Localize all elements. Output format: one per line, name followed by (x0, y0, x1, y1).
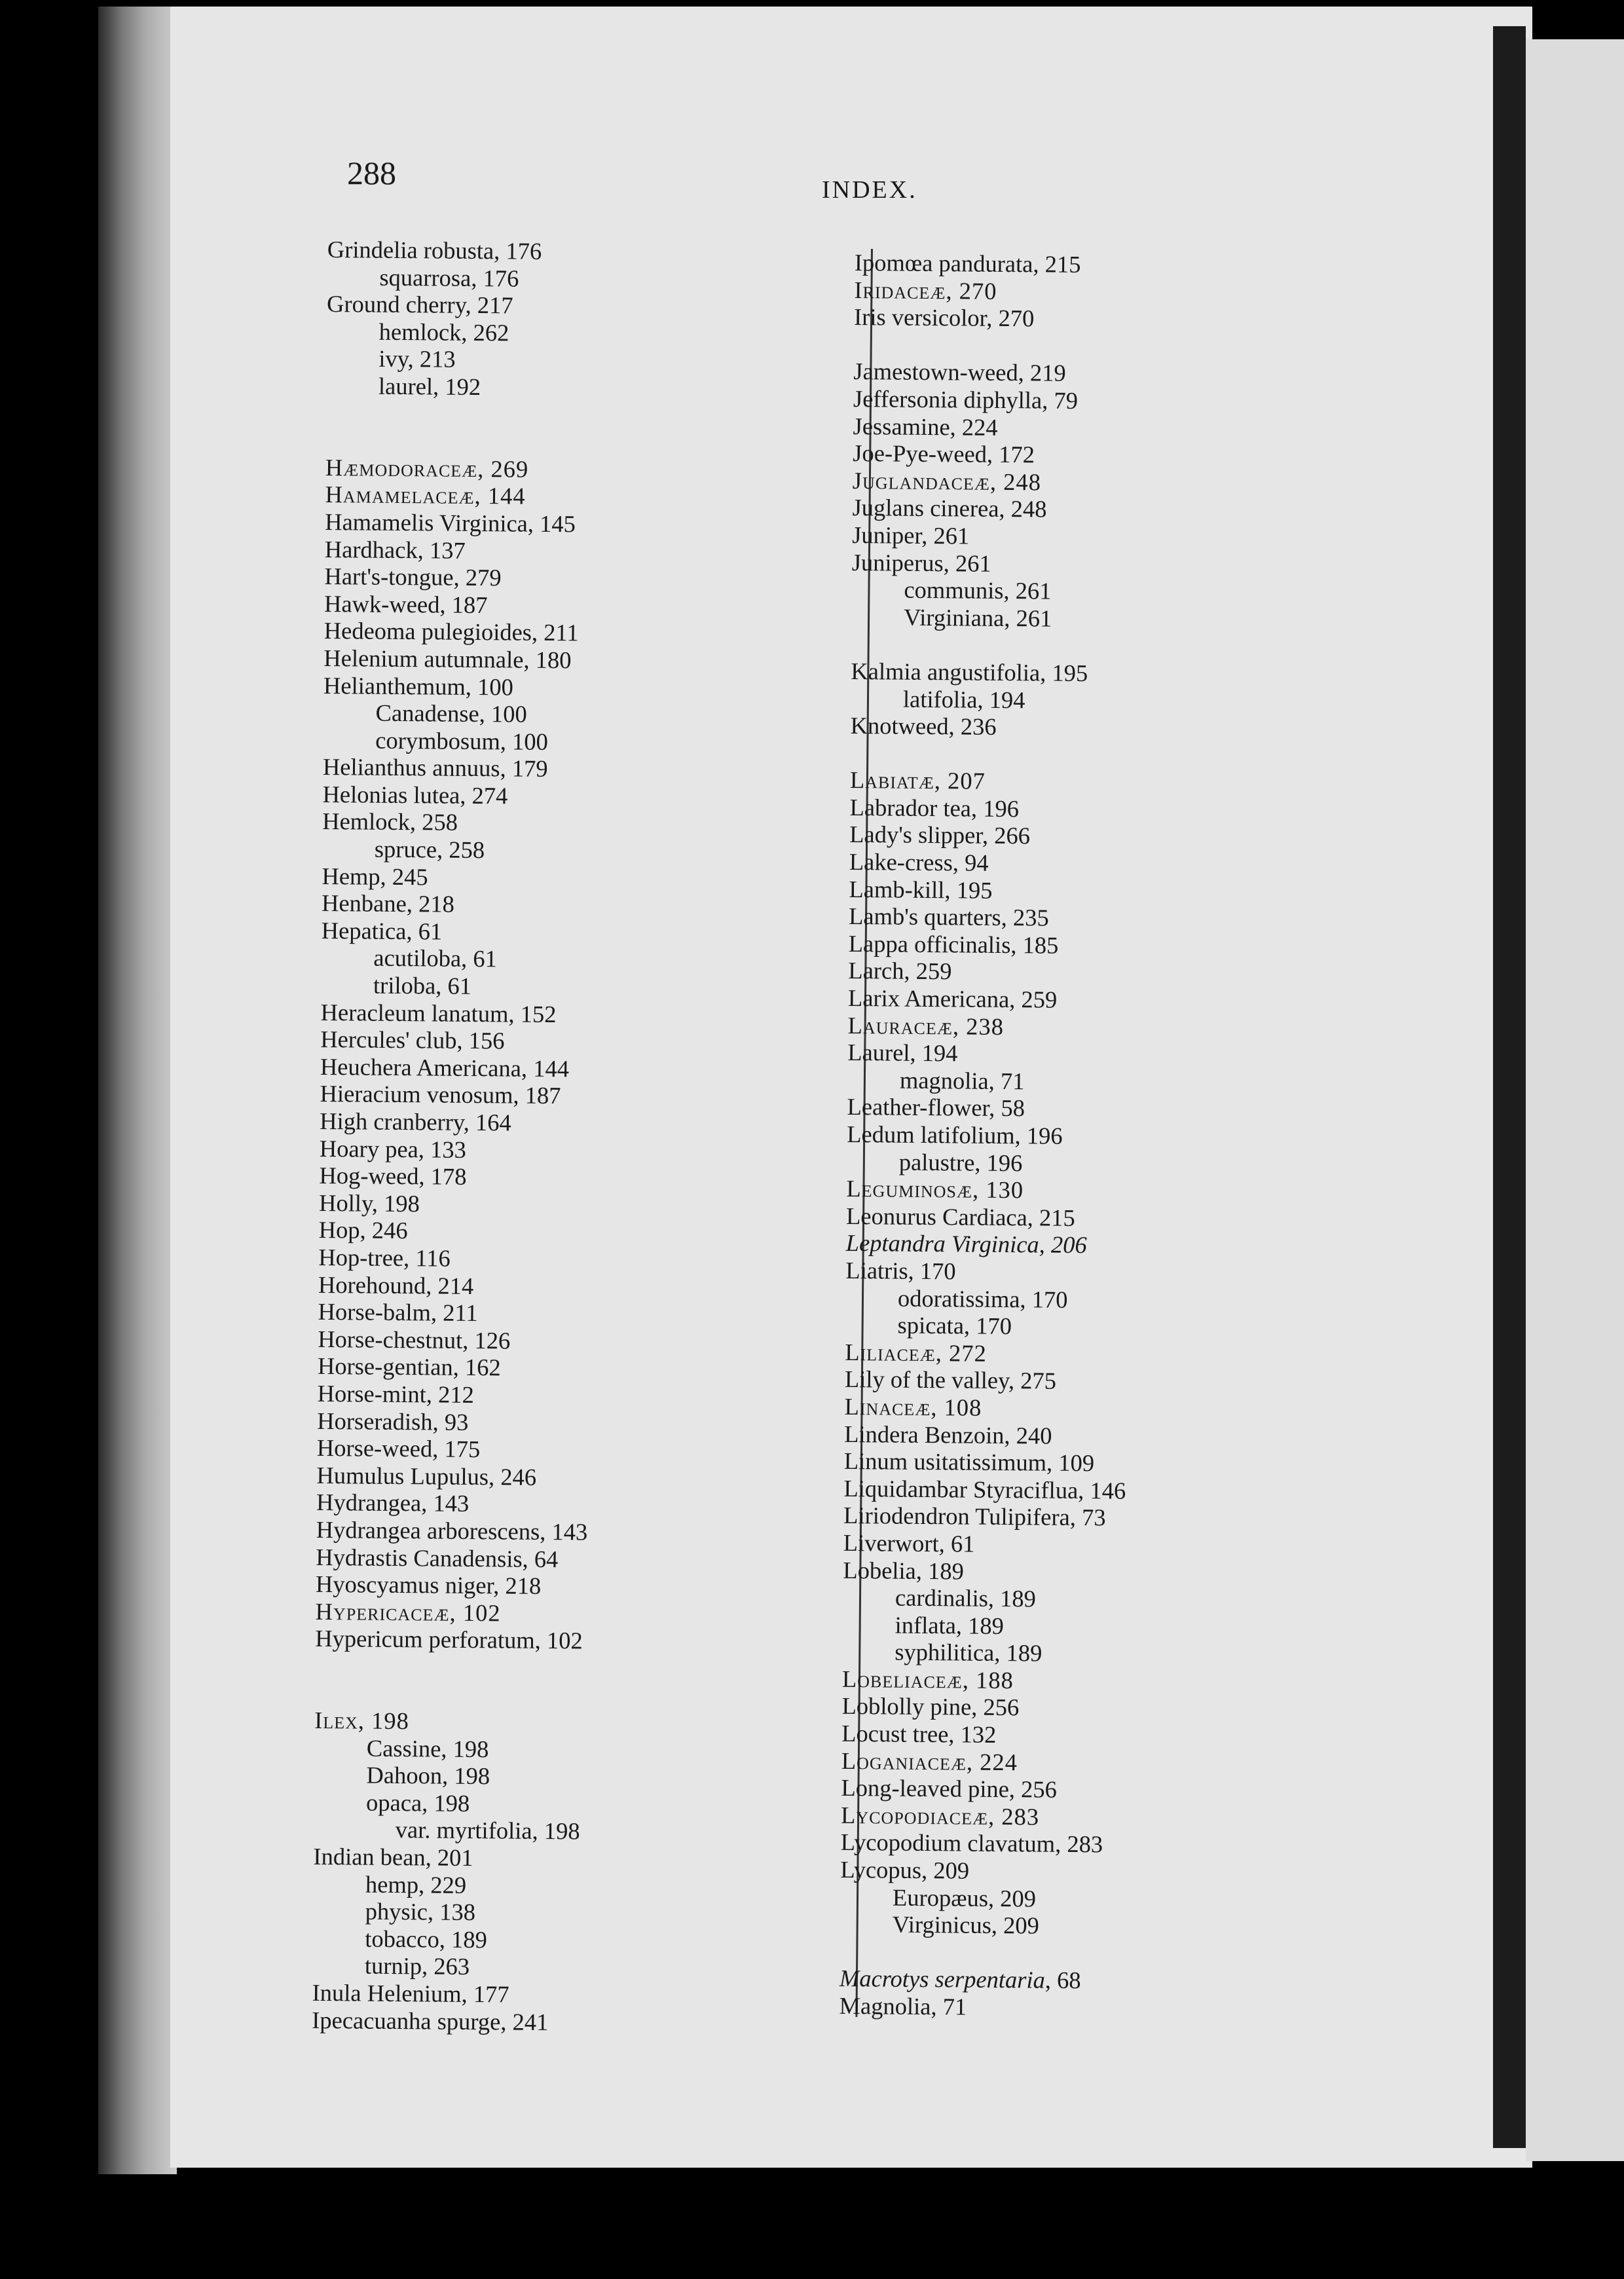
index-column-right (839, 249, 1274, 2023)
index-subentry: palustre, 196 (898, 1148, 1023, 1176)
index-spacer (840, 1938, 1259, 1969)
index-entry: Hardhack, 137 (324, 535, 466, 564)
index-entry: Ledum latifolium, 196 (847, 1120, 1063, 1149)
index-entry: High cranberry, 164 (320, 1107, 511, 1136)
index-subentry: spicata, 170 (897, 1311, 1012, 1340)
index-entry: Lindera Benzoin, 240 (844, 1420, 1052, 1449)
index-entry: Lycopodiaceæ, 283 (840, 1801, 1040, 1830)
index-entry: Loganiaceæ, 224 (841, 1747, 1018, 1775)
index-subentry: Dahoon, 198 (366, 1761, 490, 1790)
index-entry: Heuchera Americana, 144 (320, 1052, 570, 1083)
index-entry: Henbane, 218 (321, 889, 454, 917)
index-entry: Hieracium venosum, 187 (320, 1080, 561, 1109)
index-entry: Jamestown-weed, 219 (853, 358, 1066, 387)
index-entry: Helonias lutea, 274 (322, 780, 508, 809)
index-subentry: inflata, 189 (895, 1611, 1005, 1639)
index-entry: Leonurus Cardiaca, 215 (845, 1202, 1075, 1231)
index-subentry: turnip, 263 (364, 1952, 470, 1980)
index-entry: Ilex, 198 (314, 1706, 410, 1735)
index-entry: Leather-flower, 58 (847, 1093, 1025, 1122)
index-entry: Lily of the valley, 275 (844, 1365, 1057, 1395)
index-entry: Linum usitatissimum, 109 (843, 1447, 1095, 1477)
index-subentry: Europæus, 209 (892, 1883, 1037, 1912)
index-entry: Inula Helenium, 177 (312, 1978, 509, 2008)
index-subentry: communis, 261 (904, 576, 1052, 604)
index-entry: Hypericum perforatum, 102 (315, 1625, 583, 1654)
index-entry: Horse-weed, 175 (316, 1434, 481, 1463)
index-entry: Juglandaceæ, 248 (852, 466, 1042, 496)
index-entry: Iridaceæ, 270 (854, 276, 997, 305)
index-entry: Loblolly pine, 256 (841, 1692, 1020, 1721)
index-subentry: Virginiana, 261 (903, 603, 1052, 632)
index-entry: Joe-Pye-weed, 172 (853, 439, 1035, 468)
index-subentry: Cassine, 198 (366, 1734, 489, 1762)
index-spacer (325, 399, 731, 430)
index-subentry: spruce, 258 (374, 835, 485, 864)
index-subentry: tobacco, 189 (365, 1925, 487, 1954)
index-subentry: latifolia, 194 (902, 685, 1025, 713)
index-spacer (851, 630, 1270, 661)
facing-page-edge (1526, 39, 1624, 2161)
index-subentry: ivy, 213 (378, 345, 456, 373)
index-subentry: squarrosa, 176 (379, 263, 519, 292)
index-entry: Hog-weed, 178 (319, 1162, 467, 1191)
index-entry: Lappa officinalis, 185 (848, 929, 1059, 959)
index-entry: Hercules' club, 156 (320, 1026, 505, 1054)
index-entry: Helenium autumnale, 180 (323, 644, 572, 674)
index-entry: Lamb-kill, 195 (849, 875, 993, 904)
index-entry: Lauraceæ, 238 (847, 1011, 1005, 1040)
index-entry: Horseradish, 93 (317, 1407, 469, 1436)
index-entry: Ground cherry, 217 (326, 290, 513, 319)
index-entry: Lycopodium clavatum, 283 (840, 1828, 1103, 1858)
index-entry: Iris versicolor, 270 (853, 303, 1035, 332)
index-subentry: odoratissima, 170 (897, 1284, 1068, 1313)
book-page-edges (98, 7, 177, 2174)
index-entry: Juniper, 261 (852, 521, 970, 549)
index-entry: Ipecacuanha spurge, 241 (312, 2006, 549, 2035)
index-entry: Hamamelaceæ, 144 (325, 481, 526, 510)
index-entry: Hemp, 245 (322, 862, 428, 891)
index-entry: Helianthemum, 100 (323, 671, 514, 701)
index-entry: Horse-gentian, 162 (317, 1352, 501, 1381)
index-entry: Kalmia angustifolia, 195 (851, 657, 1088, 687)
index-entry: Linaceæ, 108 (844, 1392, 982, 1421)
index-spacer (314, 1679, 720, 1710)
index-entry: Helianthus annuus, 179 (322, 753, 548, 783)
index-entry: Jeffersonia diphylla, 79 (853, 384, 1079, 414)
index-entry: Hyoscyamus niger, 218 (315, 1570, 542, 1600)
page-title: INDEX. (822, 176, 917, 204)
index-subentry: Canadense, 100 (375, 699, 527, 728)
index-spacer (325, 426, 731, 457)
index-entry: Liatris, 170 (845, 1256, 956, 1285)
index-subentry: acutiloba, 61 (373, 944, 498, 973)
index-entry: Hedeoma pulegioides, 211 (323, 617, 579, 646)
index-entry: Holly, 198 (318, 1189, 420, 1217)
index-entry: Liquidambar Styraciflua, 146 (843, 1474, 1126, 1504)
index-entry: Indian bean, 201 (313, 1842, 473, 1872)
index-entry: Juglans cinerea, 248 (852, 494, 1047, 523)
index-entry: Juniperus, 261 (851, 548, 991, 577)
index-entry: Leguminosæ, 130 (846, 1175, 1024, 1204)
index-entry: Long-leaved pine, 256 (841, 1774, 1058, 1804)
index-entry: Laurel, 194 (847, 1039, 958, 1067)
index-entry: Hepatica, 61 (321, 916, 443, 945)
index-entry: Horse-chestnut, 126 (318, 1325, 511, 1354)
index-column-left (312, 236, 733, 2037)
index-entry: Liliaceæ, 272 (845, 1338, 987, 1367)
index-entry: Liverwort, 61 (843, 1529, 975, 1557)
index-entry: Horse-mint, 212 (317, 1379, 474, 1408)
index-entry: Hæmodoraceæ, 269 (325, 453, 529, 483)
index-subentry: cardinalis, 189 (895, 1584, 1037, 1612)
index-entry: Labiatæ, 207 (849, 766, 986, 795)
index-subentry: triloba, 61 (373, 971, 472, 999)
index-entry: Hamamelis Virginica, 145 (325, 508, 576, 538)
index-spacer (854, 331, 1273, 361)
index-entry: Larix Americana, 259 (847, 984, 1058, 1013)
index-entry: Lobelia, 189 (843, 1556, 965, 1585)
index-entry: Hydrangea, 143 (316, 1489, 470, 1517)
index-entry: Lycopus, 209 (840, 1855, 970, 1884)
index-entry: Humulus Lupulus, 246 (316, 1461, 537, 1491)
index-subentry: magnolia, 71 (899, 1066, 1025, 1095)
index-entry: Heracleum lanatum, 152 (320, 998, 557, 1028)
index-entry: Hypericaceæ, 102 (315, 1597, 501, 1627)
index-entry: Hart's-tongue, 279 (324, 563, 502, 591)
index-spacer (850, 739, 1269, 770)
index-entry: Knotweed, 236 (850, 712, 997, 741)
index-entry: Lady's slipper, 266 (849, 821, 1031, 849)
index-entry: Jessamine, 224 (853, 412, 998, 441)
index-entry: Labrador tea, 196 (849, 793, 1020, 823)
index-subentry: hemlock, 262 (378, 318, 509, 346)
index-entry: Larch, 259 (848, 957, 952, 985)
index-entry: Hop-tree, 116 (318, 1243, 451, 1272)
index-entry: Hop, 246 (318, 1216, 408, 1244)
index-entry: Lamb's quarters, 235 (848, 902, 1049, 931)
book-gutter (1493, 26, 1526, 2148)
index-entry: Hemlock, 258 (322, 807, 458, 836)
index-entry: Grindelia robusta, 176 (327, 236, 542, 265)
index-entry: Hoary pea, 133 (319, 1134, 467, 1163)
index-entry: Leptandra Virginica, 206 (845, 1229, 1087, 1259)
italic-name: Macrotys serpentaria (839, 1965, 1046, 1994)
index-entry: Magnolia, 71 (839, 1992, 967, 2020)
index-subentry: physic, 138 (365, 1897, 476, 1926)
index-subentry: syphilitica, 189 (895, 1638, 1043, 1667)
index-entry: Macrotys serpentaria, 68 (839, 1965, 1081, 1994)
index-entry: Horehound, 214 (318, 1270, 474, 1299)
index-subentry: var. myrtifolia, 198 (395, 1816, 580, 1845)
index-subentry: laurel, 192 (378, 372, 481, 401)
index-entry: Locust tree, 132 (841, 1719, 997, 1749)
index-subentry: corymbosum, 100 (375, 726, 549, 755)
index-subentry: opaca, 198 (365, 1788, 470, 1817)
index-entry: Hydrastis Canadensis, 64 (316, 1543, 559, 1572)
index-entry: Hydrangea arborescens, 143 (316, 1515, 588, 1546)
page-number: 288 (347, 155, 396, 191)
index-subentry: Virginicus, 209 (892, 1910, 1040, 1939)
index-entry: Lobeliaceæ, 188 (841, 1665, 1014, 1694)
index-subentry: hemp, 229 (365, 1870, 467, 1899)
index-entry: Horse-balm, 211 (318, 1298, 478, 1327)
index-entry: Ipomœa pandurata, 215 (854, 249, 1081, 278)
index-spacer (315, 1652, 721, 1683)
index-entry: Lake-cress, 94 (849, 848, 989, 876)
index-entry: Liriodendron Tulipifera, 73 (843, 1502, 1106, 1531)
index-entry: Hawk-weed, 187 (323, 589, 488, 618)
